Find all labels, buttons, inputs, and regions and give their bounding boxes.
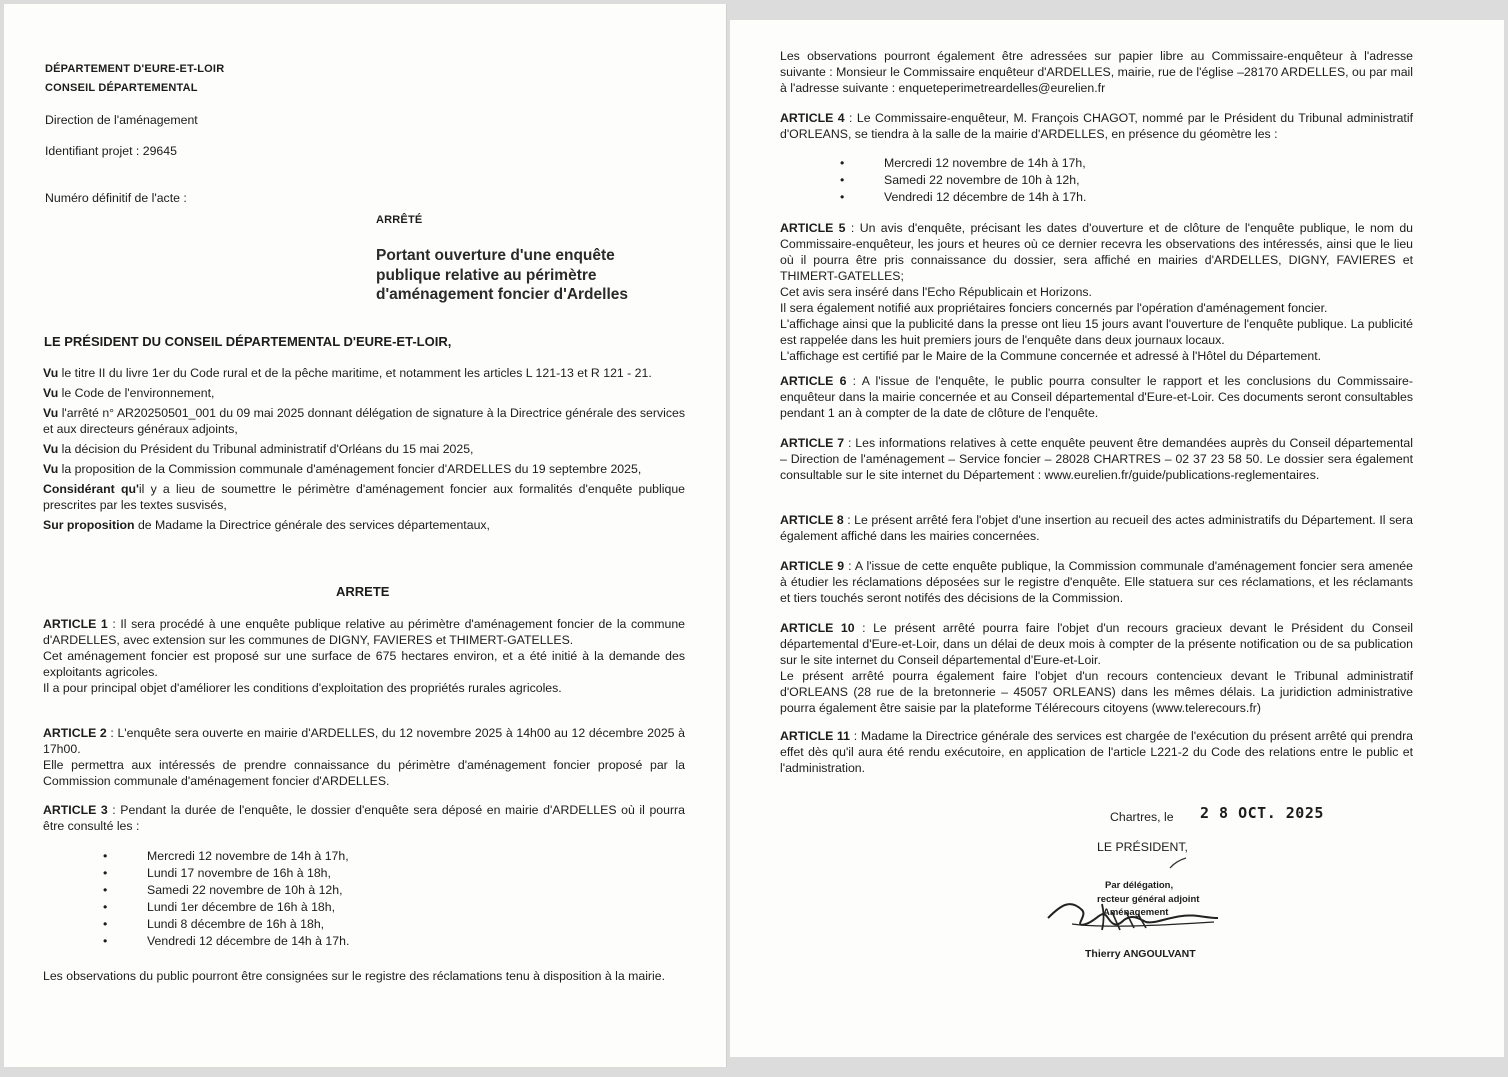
proposition-item: Sur proposition de Madame la Directrice générale des services départementaux, [43,518,490,532]
arrete-heading: ARRETE [336,584,390,599]
list-item: • Samedi 22 novembre de 10h à 12h, [840,173,1080,187]
document-title: Portant ouverture d'une enquête publique relative au périmètre d'aménagement foncier d'Ardelles [376,247,628,303]
considerant-item: Considérant qu'il y a lieu de soumettre le périmètre d'aménagement foncier aux formalités d'enquête publique prescrites par les textes susvisés, [43,482,686,512]
article-3: ARTICLE 3 : Pendant la durée de l'enquête, le dossier d'enquête sera déposé en mairie d'ARDELLES où il pourra être consulté les : [43,803,685,833]
list-item: • Samedi 22 novembre de 10h à 12h, [103,883,343,897]
date-stamp: 2 8 OCT. 2025 [1200,804,1324,822]
article-10: ARTICLE 10 : Le présent arrêté pourra faire l'objet d'un recours gracieux devant le Président du Conseil départemental d'Eure-et-Loir, dans un délai de deux mois à compter de la présente notification ou de sa publication sur le site internet du Conseil départemental d'Eure-et-Loir. Le présent arrêté pourra également faire l'objet d'un recours contencieux devant le Tribunal administratif d'ORLEANS (28 rue de la bretonnerie – 45057 ORLEANS) dans les mêmes délais. La juridiction administrative pourra également être saisie par la plateforme Télérecours citoyens (www.telerecours.fr) [780,621,1413,715]
header-act-number: Numéro définitif de l'acte : [45,191,187,205]
list-item: • Lundi 17 novembre de 16h à 18h, [103,866,331,880]
handwritten-signature-icon [1042,888,1222,938]
article-1: ARTICLE 1 : Il sera procédé à une enquête publique relative au périmètre d'aménagement foncier de la commune d'ARDELLES, avec extension sur les communes de DIGNY, FAVIERES et THIMERT-GATELLES. Cet aménagement foncier est proposé sur une surface de 675 hectares environ, et a été initié à la demande des exploitants agricoles. Il a pour principal objet d'améliorer les conditions d'exploitation des propriétés rurales agricoles. [43,617,685,695]
document-page-right [730,20,1504,1057]
signature-tick-icon [1168,856,1190,872]
article-3-dates [103,848,349,950]
vu-item: Vu la proposition de la Commission communale d'aménagement foncier d'ARDELLES du 19 septembre 2025, [43,462,642,476]
vu-item: Vu l'arrêté n° AR20250501_001 du 09 mai 2025 donnant délégation de signature à la Directrice générale des services et aux directeurs généraux adjoints, [43,406,685,436]
signature-service: Aménagement [1103,907,1169,918]
article-5: ARTICLE 5 : Un avis d'enquête, précisant les dates d'ouverture et de clôture de l'enquête publique, le nom du Commissaire-enquêteur, les jours et heures où ce dernier recevra les observations des intéressés, ainsi que le lieu où il pourra être pris connaissance du dossier, sera affiché en mairies d'ARDELLES, DIGNY, FAVIERES et THIMERT-GATELLES; Cet avis sera inséré dans l'Echo Républicain et Horizons. Il sera également notifié aux propriétaires fonciers concernés par l'opération d'aménagement foncier. L'affichage ainsi que la publicité dans la presse ont lieu 15 jours avant l'ouverture de l'enquête publique. La publicité est rappelée dans les huit premiers jours de l'enquête dans deux journaux locaux. L'affichage est certifié par le Maire de la Commune concernée et adressé à l'Hôtel du Département. [780,221,1413,363]
list-item: • Mercredi 12 novembre de 14h à 17h, [103,849,349,863]
signature-place: Chartres, le [1110,810,1174,824]
header-department: DÉPARTEMENT D'EURE-ET-LOIR [45,63,225,75]
article-2: ARTICLE 2 : L'enquête sera ouverte en mairie d'ARDELLES, du 12 novembre 2025 à 14h00 au 12 décembre 2025 à 17h00. Elle permettra aux intéressés de prendre connaissance du périmètre d'aménagement foncier proposé par la Commission communale d'aménagement foncier d'ARDELLES. [43,726,685,788]
vu-list [43,365,685,533]
list-item: • Lundi 1er décembre de 16h à 18h, [103,900,336,914]
president-heading: LE PRÉSIDENT DU CONSEIL DÉPARTEMENTAL D'EURE-ET-LOIR, [44,334,452,349]
article-4: ARTICLE 4 : Le Commissaire-enquêteur, M. François CHAGOT, nommé par le Président du Tribunal administratif d'ORLEANS, se tiendra à la salle de la mairie d'ARDELLES, en présence du géomètre les : [780,111,1413,141]
signature-role: LE PRÉSIDENT, [1097,840,1188,854]
vu-item: Vu la décision du Président du Tribunal administratif d'Orléans du 15 mai 2025, [43,442,474,456]
list-item: • Lundi 8 décembre de 16h à 18h, [103,917,325,931]
article-8: ARTICLE 8 : Le présent arrêté fera l'objet d'une insertion au recueil des actes administratifs du Département. Il sera également affiché dans les mairies concernées. [780,513,1413,543]
vu-item: Vu le titre II du livre 1er du Code rural et de la pêche maritime, et notamment les articles L 121-13 et R 121 - 21. [43,366,652,380]
list-item: • Vendredi 12 décembre de 14h à 17h. [840,190,1087,204]
arrete-label: ARRÊTÉ [376,214,423,226]
list-item: • Mercredi 12 novembre de 14h à 17h, [840,156,1086,170]
article-3-observations: Les observations du public pourront être consignées sur le registre des réclamations tenu à disposition à la mairie. [43,969,666,983]
signature-deputy-title: recteur général adjoint [1097,894,1200,905]
signatory-name: Thierry ANGOULVANT [1085,948,1196,960]
observations-intro: Les observations pourront également être adressées sur papier libre au Commissaire-enquêteur à l'adresse suivante : Monsieur le Commissaire enquêteur d'ARDELLES, mairie, rue de l'église –28170 ARDELLES, ou par mail à l'adresse suivante : enqueteperimetreardelles@eurelien.fr [780,49,1413,95]
document-page-left [4,4,726,1067]
header-council: CONSEIL DÉPARTEMENTAL [45,82,198,94]
list-item: • Vendredi 12 décembre de 14h à 17h. [103,934,350,948]
signature-delegation: Par délégation, [1105,880,1174,891]
article-9: ARTICLE 9 : A l'issue de cette enquête publique, la Commission communale d'aménagement foncier sera amenée à étudier les réclamations déposées sur le registre d'enquête. Elle statuera sur ces réclamations, et les réclamants et tiers touchés seront notifés des décisions de la Commission. [780,559,1413,605]
header-direction: Direction de l'aménagement [45,113,198,127]
header-project-id: Identifiant projet : 29645 [45,144,177,158]
article-11: ARTICLE 11 : Madame la Directrice générale des services est chargée de l'exécution du présent arrêté qui prendra effet dès qu'il aura été rendu exécutoire, en application de l'article L221-2 du Code des relations entre le public et l'administration. [780,729,1413,775]
vu-item: Vu le Code de l'environnement, [43,386,215,400]
article-6: ARTICLE 6 : A l'issue de l'enquête, le public pourra consulter le rapport et les conclusions du Commissaire-enquêteur dans la mairie concernée et au Conseil départemental d'Eure-et-Loir. Ces documents seront consultables pendant 1 an à compter de la date de clôture de l'enquête. [780,374,1413,420]
article-7: ARTICLE 7 : Les informations relatives à cette enquête peuvent être demandées auprès du Conseil départemental – Direction de l'aménagement – Service foncier – 28028 CHARTRES – 02 37 23 58 50. Le dossier sera également consultable sur le site internet du Département : www.eurelien.fr/guide/publications-reglementaires. [780,436,1413,482]
article-4-dates [840,155,1086,206]
